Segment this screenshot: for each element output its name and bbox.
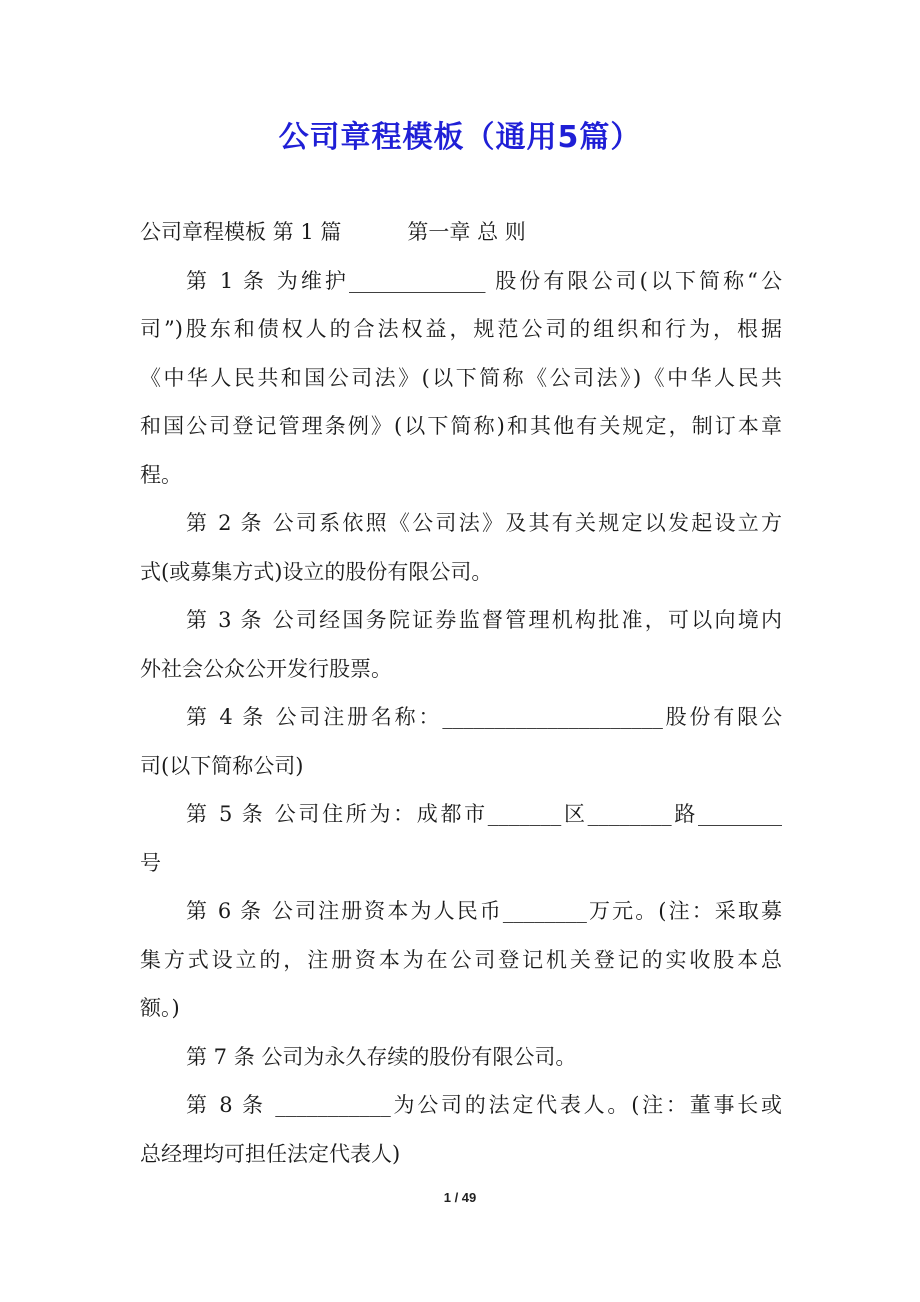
article-1-line-4: 和国公司登记管理条例》(以下简称)和其他有关规定，制订本章 — [140, 414, 782, 438]
article-4-line-2: 司(以下简称公司) — [140, 753, 304, 778]
article-3-line-1: 第 3 条 公司经国务院证券监督管理机构批准，可以向境内 — [186, 608, 782, 632]
chapter-label: 第一章 总 则 — [407, 220, 526, 244]
article-7-line-1: 第 7 条 公司为永久存续的股份有限公司。 — [186, 1044, 577, 1069]
article-2-line-2: 式(或募集方式)设立的股份有限公司。 — [140, 559, 493, 584]
document-title: 公司章程模板（通用5篇） — [278, 120, 642, 155]
article-3-line-2: 外社会公众公开发行股票。 — [140, 656, 392, 681]
document-body — [140, 208, 782, 1178]
article-8-line-1: 第 8 条 ___________为公司的法定代表人。(注：董事长或 — [186, 1093, 782, 1117]
article-4-line-1: 第 4 条 公司注册名称：_____________________股份有限公 — [186, 705, 782, 729]
article-1-line-3: 《中华人民共和国公司法》(以下简称《公司法》)《中华人民共 — [140, 365, 782, 390]
article-5-line-2: 号 — [140, 850, 161, 875]
article-1-line-2: 司”)股东和债权人的合法权益，规范公司的组织和行为，根据 — [140, 317, 782, 341]
article-2-line-1: 第 2 条 公司系依照《公司法》及其有关规定以发起设立方 — [186, 511, 782, 535]
article-6-line-2: 集方式设立的，注册资本为在公司登记机关登记的实收股本总 — [140, 947, 782, 972]
article-5-line-1: 第 5 条 公司住所为：成都市_______区________路________ — [186, 802, 782, 826]
article-1-line-1: 第 1 条 为维护_____________ 股份有限公司(以下简称“公 — [186, 268, 782, 293]
article-6-line-3: 额。) — [140, 996, 180, 1020]
page-number: 1 / 49 — [443, 1190, 477, 1205]
article-1-line-5: 程。 — [140, 462, 182, 487]
article-8-line-2: 总经理均可担任法定代表人) — [140, 1141, 401, 1166]
chapter-heading-line — [140, 208, 782, 257]
article-6-line-1: 第 6 条 公司注册资本为人民币________万元。(注：采取募 — [186, 899, 782, 923]
part-label: 公司章程模板 第 1 篇 — [140, 220, 342, 244]
